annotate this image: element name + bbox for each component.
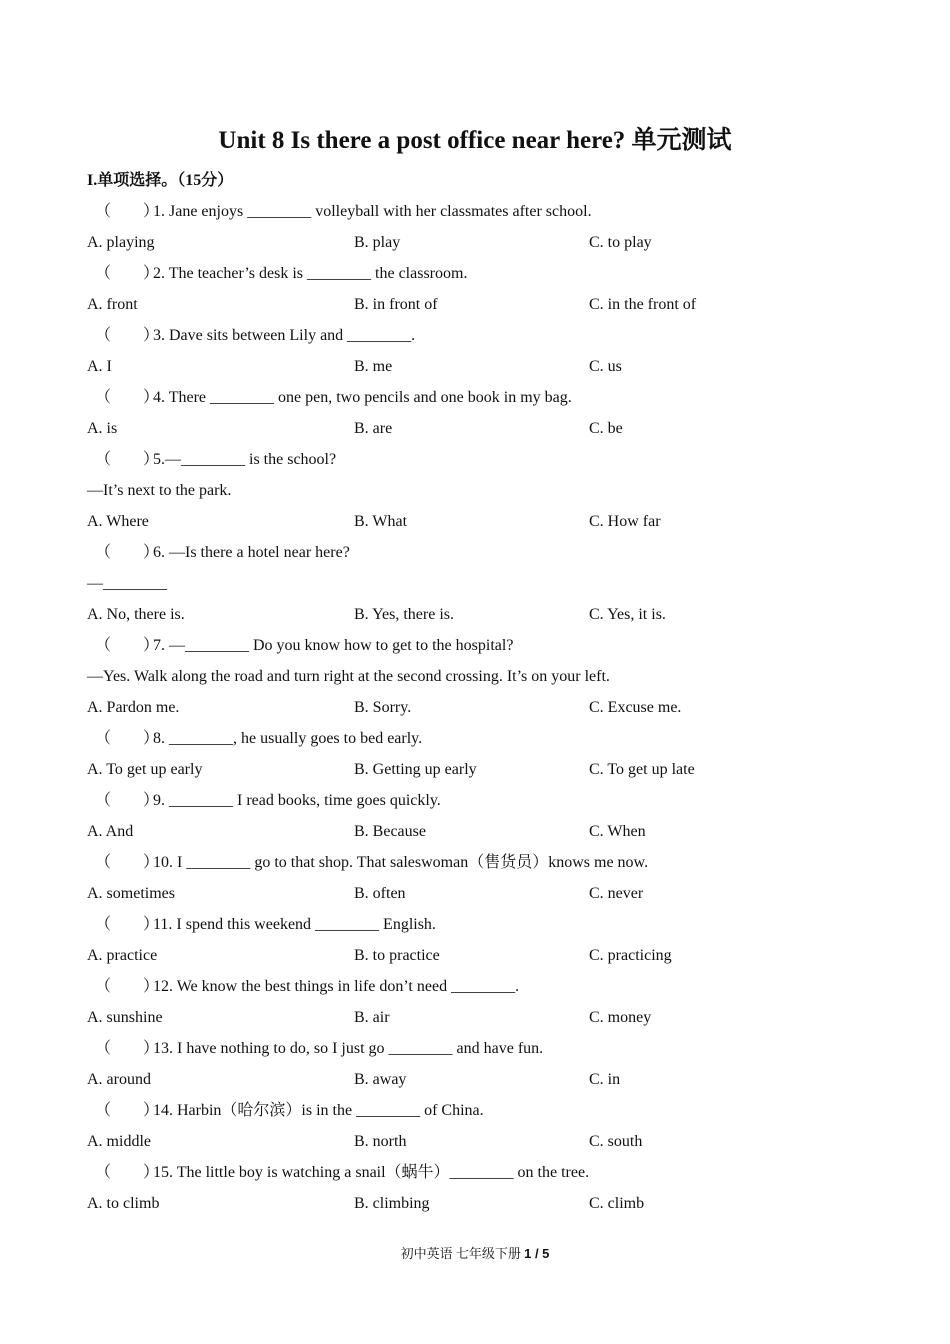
- options-row: [87, 293, 867, 324]
- option-a: A. I: [87, 358, 112, 375]
- option-b: B. Yes, there is.: [354, 606, 455, 623]
- options-row: [87, 510, 867, 541]
- answer-bracket: （ ）: [95, 265, 160, 282]
- footer-text: 初中英语 七年级下册: [400, 1246, 525, 1261]
- question-13: [87, 1037, 867, 1068]
- option-b: B. are: [354, 420, 393, 437]
- question-response: —________: [87, 575, 167, 592]
- options-row: [87, 1192, 867, 1223]
- answer-bracket: （ ）: [95, 1164, 160, 1181]
- question-8: [87, 727, 867, 758]
- option-b: B. air: [354, 1009, 390, 1026]
- option-b: B. in front of: [354, 296, 438, 313]
- option-a: A. sunshine: [87, 1009, 163, 1026]
- option-c: C. south: [589, 1133, 643, 1150]
- option-a: A. around: [87, 1071, 151, 1088]
- question-14: [87, 1099, 867, 1130]
- section-heading: I.单项选择。（15分）: [87, 172, 234, 189]
- option-c: C. Excuse me.: [589, 699, 682, 716]
- question-text: 4. There ________ one pen, two pencils and one book in my bag.: [153, 389, 572, 406]
- answer-bracket: （ ）: [95, 389, 160, 406]
- question-text: 11. I spend this weekend ________ English.: [153, 916, 436, 933]
- options-row: [87, 1068, 867, 1099]
- question-list: [87, 200, 867, 1223]
- option-a: A. Where: [87, 513, 149, 530]
- question-4: [87, 386, 867, 417]
- question-12: [87, 975, 867, 1006]
- answer-bracket: （ ）: [95, 1102, 160, 1119]
- option-c: C. money: [589, 1009, 652, 1026]
- options-row: [87, 882, 867, 913]
- question-text: 1. Jane enjoys ________ volleyball with her classmates after school.: [153, 203, 592, 220]
- question-text: 7. —________ Do you know how to get to the hospital?: [153, 637, 514, 654]
- options-row: [87, 1130, 867, 1161]
- answer-bracket: （ ）: [95, 978, 160, 995]
- option-a: A. playing: [87, 234, 155, 251]
- question-text: 3. Dave sits between Lily and ________.: [153, 327, 416, 344]
- answer-bracket: （ ）: [95, 203, 160, 220]
- answer-bracket: （ ）: [95, 916, 160, 933]
- options-row: [87, 944, 867, 975]
- option-b: B. away: [354, 1071, 407, 1088]
- question-10: [87, 851, 867, 882]
- question-text: 5.—________ is the school?: [153, 451, 337, 468]
- question-11: [87, 913, 867, 944]
- option-a: A. Pardon me.: [87, 699, 180, 716]
- answer-bracket: （ ）: [95, 637, 160, 654]
- question-6: [87, 541, 867, 572]
- question-text: 15. The little boy is watching a snail（蜗牛）________ on the tree.: [153, 1164, 590, 1181]
- options-row: [87, 758, 867, 789]
- options-row: [87, 417, 867, 448]
- answer-bracket: （ ）: [95, 792, 160, 809]
- option-b: B. climbing: [354, 1195, 430, 1212]
- options-row: [87, 603, 867, 634]
- option-c: C. to play: [589, 234, 652, 251]
- question-response: —It’s next to the park.: [87, 482, 232, 499]
- question-text: 2. The teacher’s desk is ________ the classroom.: [153, 265, 468, 282]
- question-9: [87, 789, 867, 820]
- option-b: B. north: [354, 1133, 407, 1150]
- page-title: Unit 8 Is there a post office near here? 单元测试: [218, 127, 732, 154]
- page-footer: [0, 1245, 950, 1263]
- option-b: B. Because: [354, 823, 426, 840]
- question-text: 10. I ________ go to that shop. That saleswoman（售货员）knows me now.: [153, 854, 649, 871]
- answer-bracket: （ ）: [95, 730, 160, 747]
- option-b: B. What: [354, 513, 408, 530]
- option-a: A. sometimes: [87, 885, 175, 902]
- option-a: A. practice: [87, 947, 158, 964]
- option-c: C. in the front of: [589, 296, 697, 313]
- answer-bracket: （ ）: [95, 451, 160, 468]
- question-1: [87, 200, 867, 231]
- option-b: B. Getting up early: [354, 761, 477, 778]
- option-b: B. me: [354, 358, 393, 375]
- option-b: B. play: [354, 234, 401, 251]
- option-c: C. be: [589, 420, 623, 437]
- option-a: A. No, there is.: [87, 606, 185, 623]
- options-row: [87, 820, 867, 851]
- page-number: 1 / 5: [524, 1246, 550, 1261]
- question-15: [87, 1161, 867, 1192]
- question-5: [87, 448, 867, 479]
- options-row: [87, 1006, 867, 1037]
- question-7: [87, 634, 867, 665]
- options-row: [87, 231, 867, 262]
- options-row: [87, 355, 867, 386]
- option-c: C. When: [589, 823, 646, 840]
- option-b: B. to practice: [354, 947, 440, 964]
- question-text: 8. ________, he usually goes to bed early.: [153, 730, 423, 747]
- option-a: A. front: [87, 296, 138, 313]
- option-c: C. in: [589, 1071, 621, 1088]
- question-text: 13. I have nothing to do, so I just go ________ and have fun.: [153, 1040, 544, 1057]
- question-3: [87, 324, 867, 355]
- option-c: C. never: [589, 885, 644, 902]
- option-c: C. Yes, it is.: [589, 606, 666, 623]
- option-c: C. How far: [589, 513, 661, 530]
- option-c: C. climb: [589, 1195, 645, 1212]
- question-text: 9. ________ I read books, time goes quickly.: [153, 792, 441, 809]
- question-2: [87, 262, 867, 293]
- answer-bracket: （ ）: [95, 327, 160, 344]
- question-text: 12. We know the best things in life don’t need ________.: [153, 978, 520, 995]
- answer-bracket: （ ）: [95, 854, 160, 871]
- option-a: A. is: [87, 420, 118, 437]
- answer-bracket: （ ）: [95, 1040, 160, 1057]
- options-row: [87, 696, 867, 727]
- option-c: C. practicing: [589, 947, 672, 964]
- question-response: —Yes. Walk along the road and turn right at the second crossing. It’s on your left.: [87, 668, 610, 685]
- option-b: B. Sorry.: [354, 699, 412, 716]
- option-a: A. middle: [87, 1133, 151, 1150]
- option-a: A. And: [87, 823, 134, 840]
- option-c: C. To get up late: [589, 761, 695, 778]
- option-b: B. often: [354, 885, 406, 902]
- option-a: A. To get up early: [87, 761, 203, 778]
- question-text: 6. —Is there a hotel near here?: [153, 544, 350, 561]
- option-c: C. us: [589, 358, 622, 375]
- answer-bracket: （ ）: [95, 544, 160, 561]
- option-a: A. to climb: [87, 1195, 160, 1212]
- question-text: 14. Harbin（哈尔滨）is in the ________ of China.: [153, 1102, 484, 1119]
